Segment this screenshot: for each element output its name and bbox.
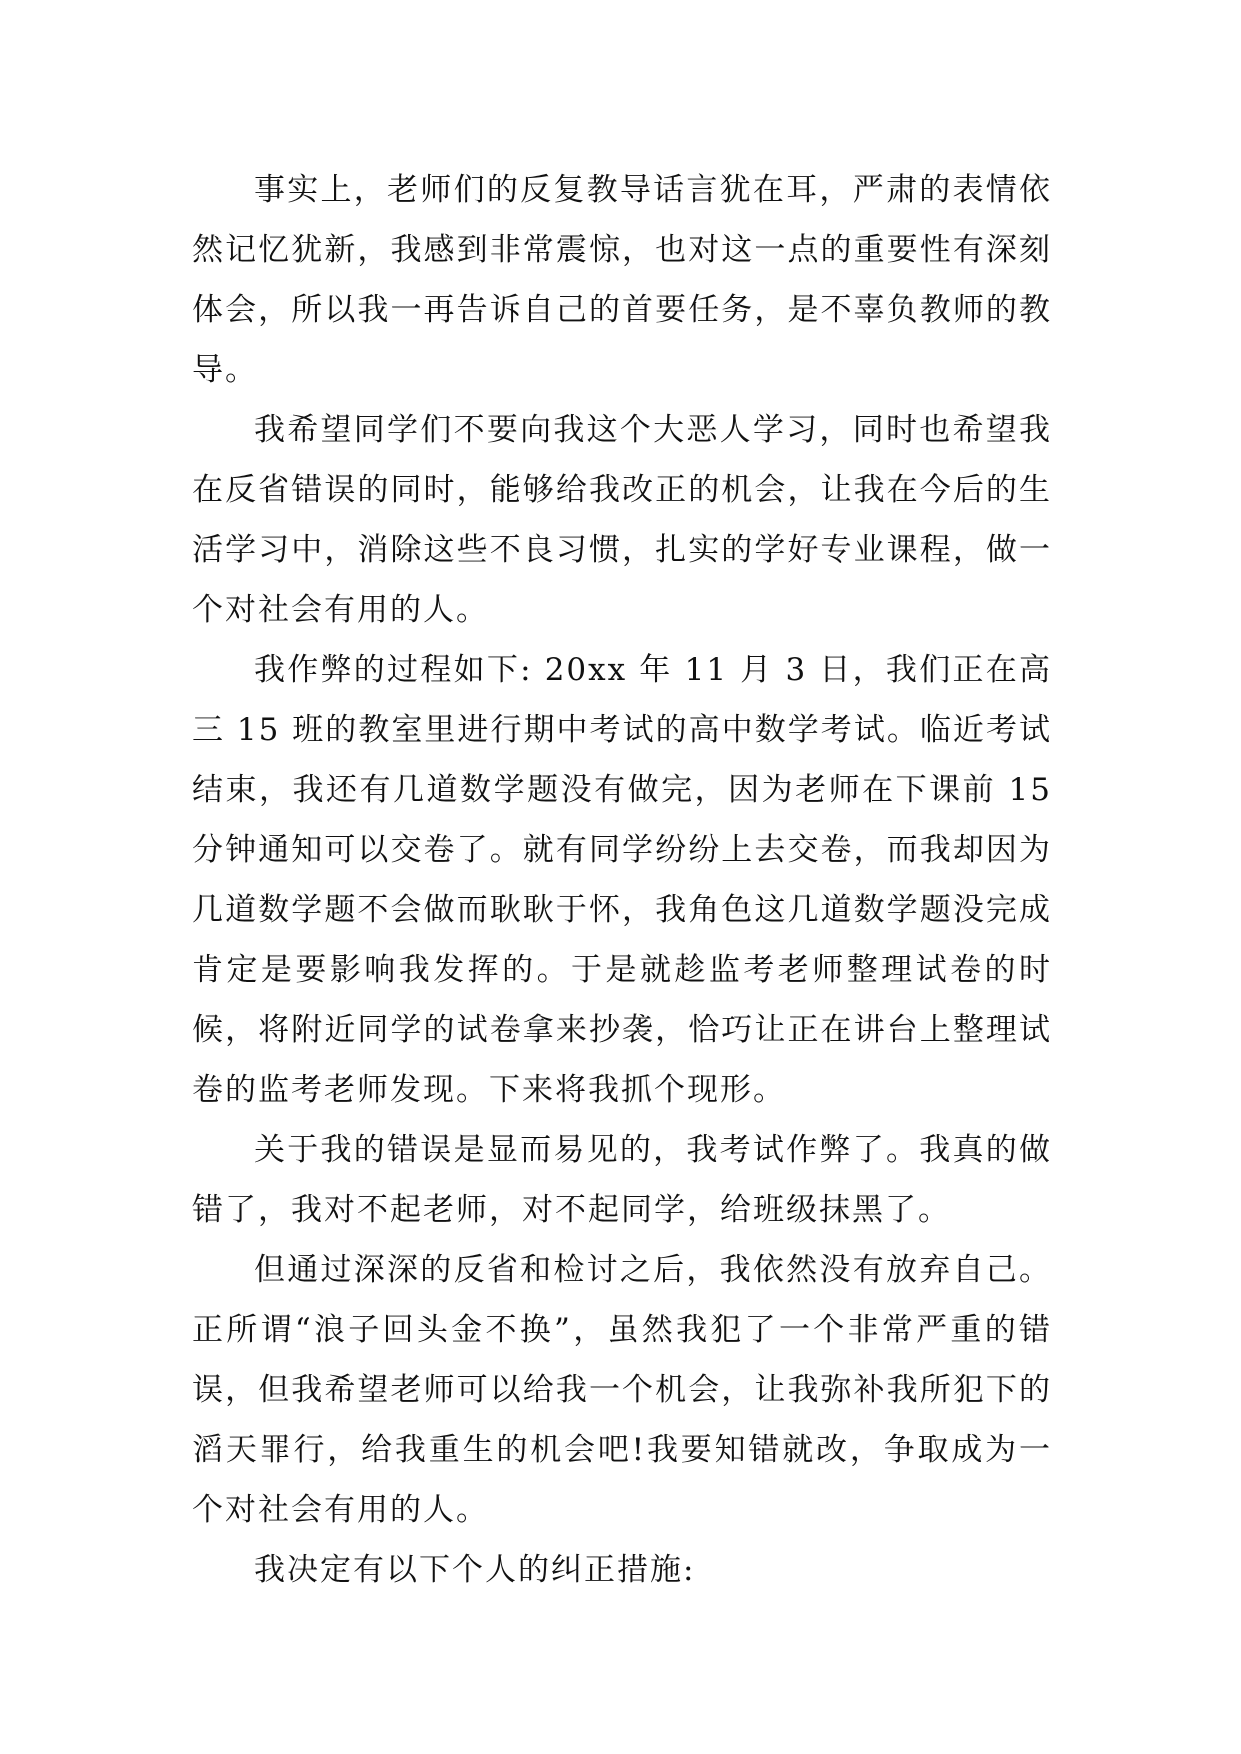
paragraph-2: 我希望同学们不要向我这个大恶人学习，同时也希望我在反省错误的同时，能够给我改正的机会，让我在今后的生活学习中，消除这些不良习惯，扎实的学好专业课程，做一个对社会有用的人。 <box>192 412 1052 628</box>
document-body <box>192 160 1052 1600</box>
paragraph-4: 关于我的错误是显而易见的，我考试作弊了。我真的做错了，我对不起老师，对不起同学，给班级抹黑了。 <box>192 1132 1052 1228</box>
paragraph-1: 事实上，老师们的反复教导话言犹在耳，严肃的表情依然记忆犹新，我感到非常震惊，也对这一点的重要性有深刻体会，所以我一再告诉自己的首要任务，是不辜负教师的教导。 <box>192 172 1052 388</box>
paragraph-6: 我决定有以下个人的纠正措施: <box>254 1552 696 1588</box>
paragraph-5: 但通过深深的反省和检讨之后，我依然没有放弃自己。正所谓“浪子回头金不换”，虽然我犯了一个非常严重的错误，但我希望老师可以给我一个机会，让我弥补我所犯下的滔天罪行，给我重生的机会吧!我要知错就改，争取成为一个对社会有用的人。 <box>192 1252 1052 1528</box>
paragraph-3: 我作弊的过程如下: 20xx 年 11 月 3 日，我们正在高三 15 班的教室里进行期中考试的高中数学考试。临近考试结束，我还有几道数学题没有做完，因为老师在下课前 15 分钟通知可以交卷了。就有同学纷纷上去交卷，而我却因为几道数学题不会做而耿耿于怀，我角色这几道数学题没完成肯定是要影响我发挥的。于是就趁监考老师整理试卷的时候，将附近同学的试卷拿来抄袭，恰巧让正在讲台上整理试卷的监考老师发现。下来将我抓个现形。 <box>192 652 1052 1108</box>
